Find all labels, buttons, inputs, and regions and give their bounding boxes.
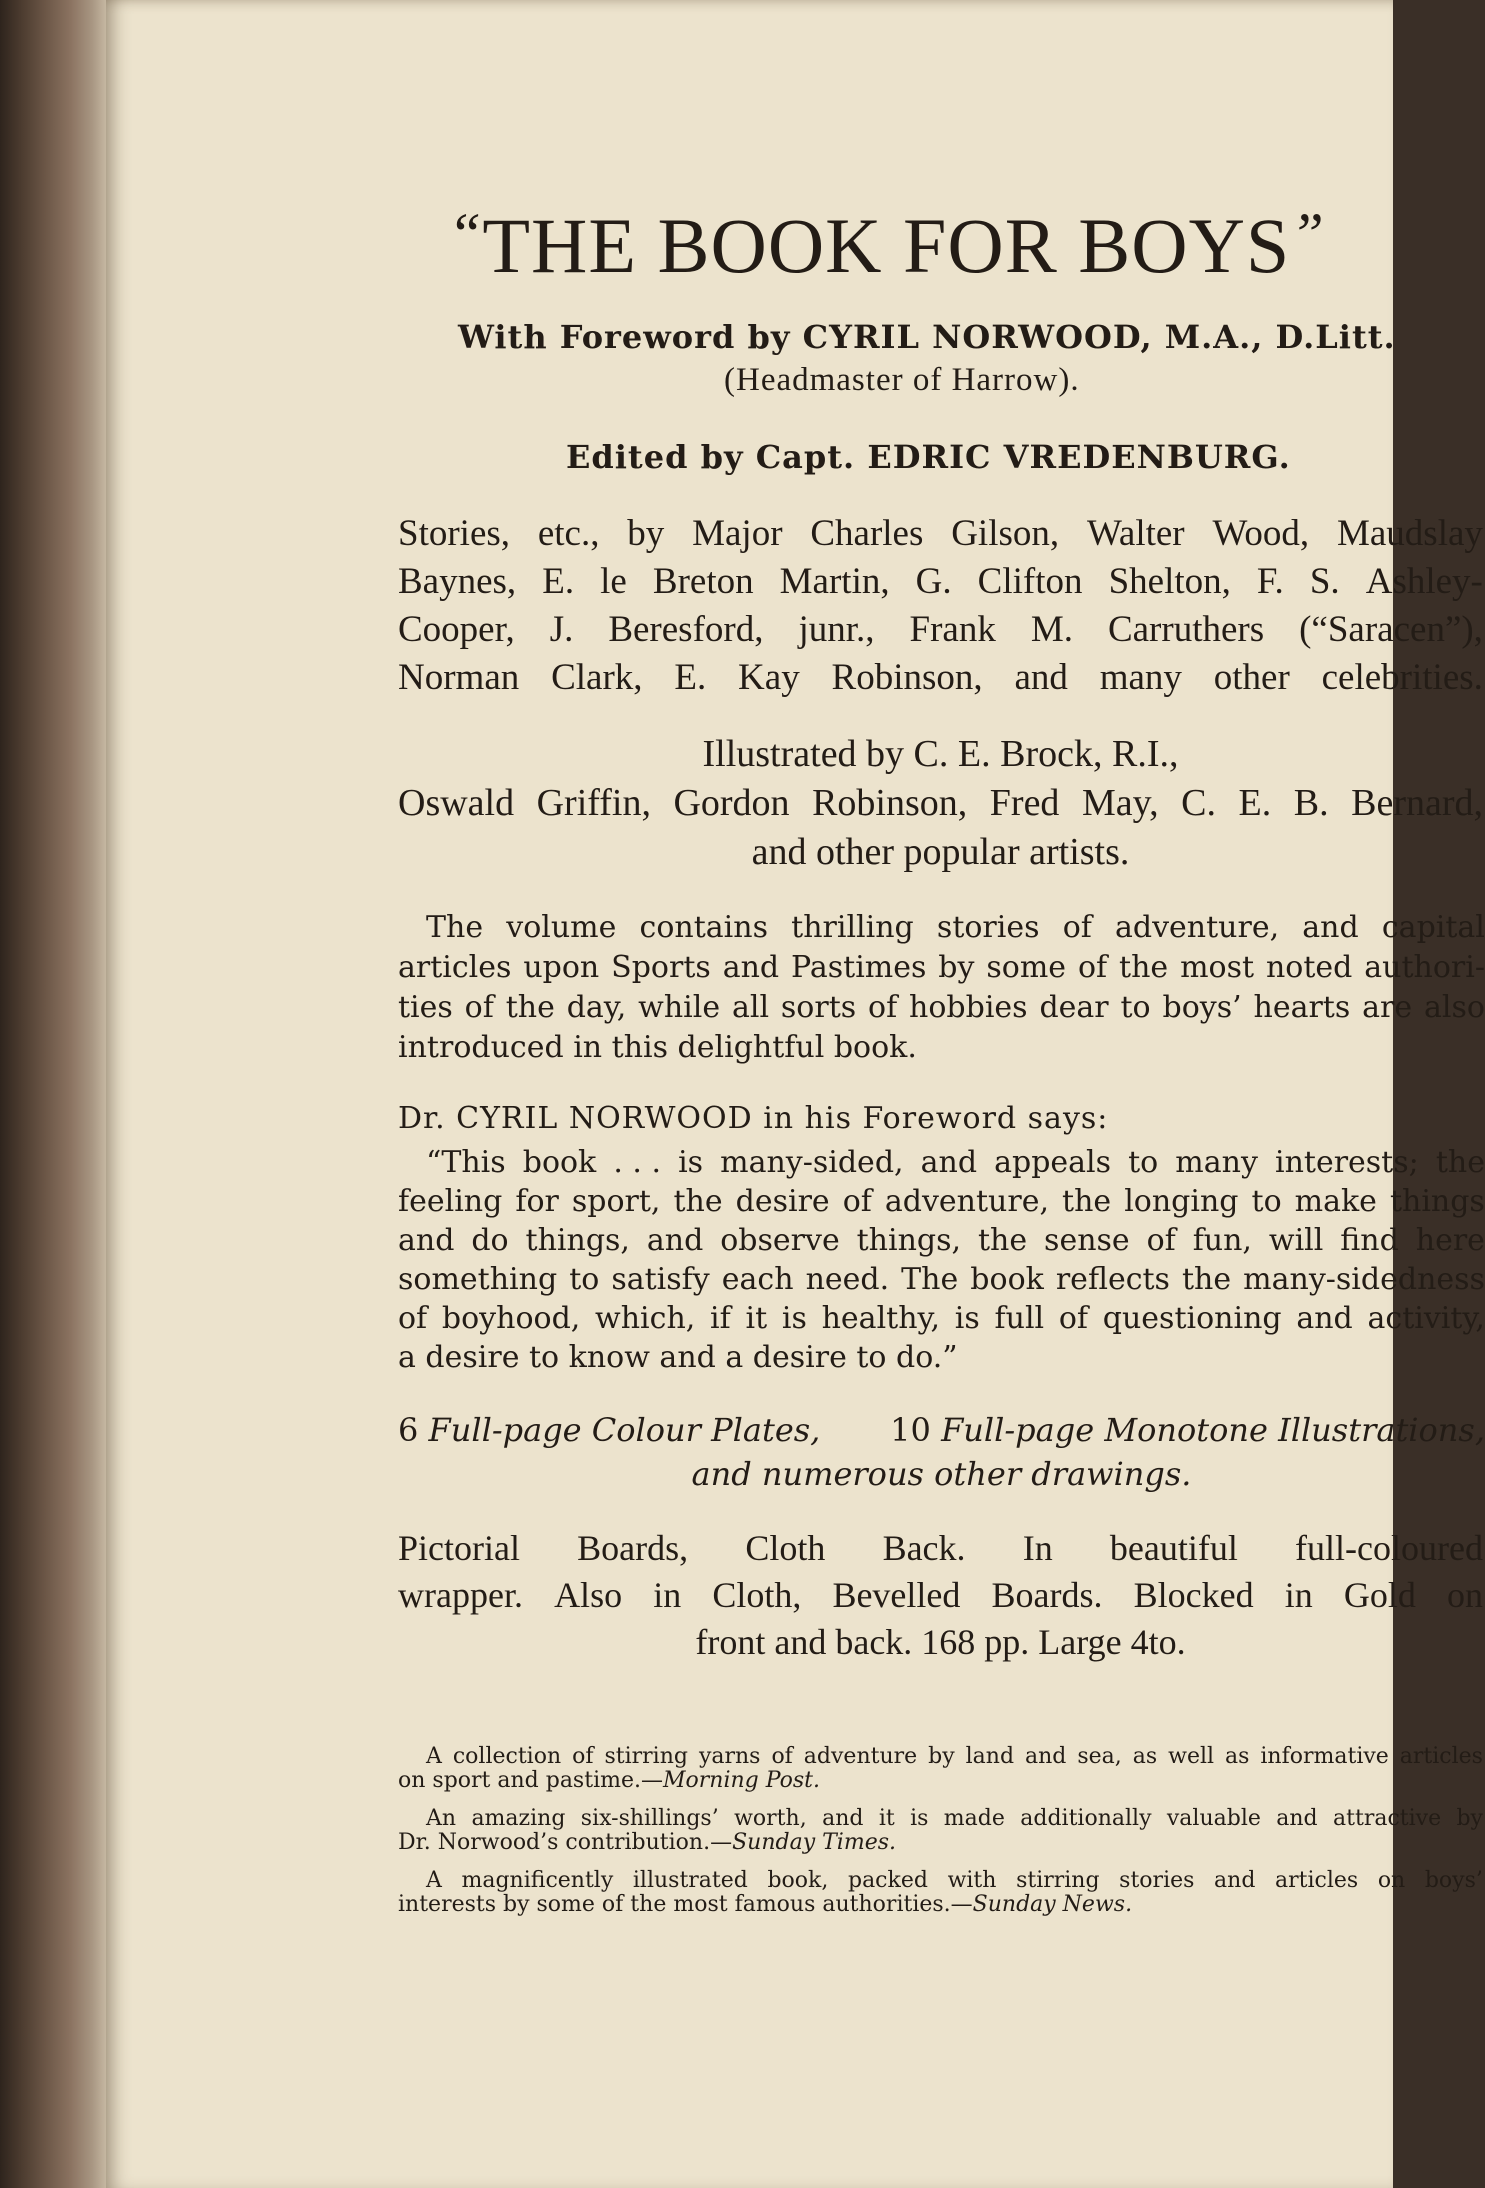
word: noted	[1265, 950, 1353, 985]
word: Pictorial	[398, 1528, 520, 1568]
word: articles	[1275, 1868, 1359, 1893]
word: in	[653, 1575, 682, 1615]
word: Pastimes	[791, 950, 927, 985]
quote-line	[398, 1182, 1485, 1221]
review-source: Sunday Times.	[732, 1830, 896, 1855]
illustrators-line: Illustrated by C. E. Brock, R.I.,	[702, 733, 1179, 775]
word: made	[943, 1806, 1005, 1831]
word: Clark,	[551, 657, 643, 698]
illustrators-credit	[398, 730, 1483, 877]
word: Kay	[738, 657, 800, 698]
word: adventure,	[1115, 910, 1280, 945]
word: the	[1062, 1184, 1112, 1219]
word: Walter	[1086, 513, 1185, 554]
word: reflects	[1055, 1262, 1170, 1297]
stories-line	[398, 510, 1483, 558]
word: Major	[692, 513, 783, 554]
word: as	[1132, 1744, 1158, 1769]
norwood-quote-lead: Dr. CYRIL NORWOOD in his Foreword says:	[398, 1101, 1109, 1136]
word: the	[1119, 950, 1169, 985]
word: interests;	[1274, 1145, 1419, 1180]
word: Cloth	[745, 1528, 826, 1568]
word: to	[569, 1262, 600, 1297]
word: will	[1268, 1223, 1324, 1258]
word: boys’	[1424, 1868, 1483, 1893]
plates-line-2: and numerous other drawings.	[691, 1455, 1192, 1493]
word: on	[1377, 1868, 1406, 1893]
review-line	[398, 1745, 1483, 1769]
word: A	[426, 1744, 442, 1769]
word: J.	[549, 609, 574, 650]
word: some	[986, 950, 1067, 985]
word: book	[522, 1145, 597, 1180]
word: fun,	[1192, 1223, 1252, 1258]
foreword-subtitle: (Headmaster of Harrow).	[724, 362, 1080, 398]
word: do	[471, 1223, 509, 1258]
word: An	[426, 1806, 457, 1831]
word: land	[965, 1744, 1015, 1769]
word: if	[710, 1301, 731, 1336]
word: packed	[847, 1868, 928, 1893]
title-close-quote: ”	[1290, 201, 1325, 267]
word: Ashley-	[1365, 561, 1483, 602]
word: the	[977, 1223, 1028, 1258]
word: Carruthers	[1107, 609, 1265, 650]
editor-credit: Edited by Capt. EDRIC VREDENBURG.	[566, 438, 1291, 476]
word: well	[1168, 1744, 1215, 1769]
quote-line	[398, 1260, 1485, 1299]
word: junr.,	[798, 609, 875, 650]
book-title	[448, 200, 1325, 291]
word: with	[947, 1868, 997, 1893]
review-line	[398, 1769, 1483, 1793]
word: “This	[426, 1145, 506, 1180]
word: is	[781, 1301, 807, 1336]
volume-line	[398, 948, 1485, 988]
review-line	[398, 1807, 1483, 1831]
press-reviews	[398, 1745, 1483, 1931]
word: etc.,	[537, 513, 600, 554]
word: sport,	[571, 1184, 661, 1219]
word: magnificently	[461, 1868, 614, 1893]
word: Clifton	[977, 561, 1083, 602]
word: articles	[1399, 1744, 1483, 1769]
word: desire	[735, 1184, 830, 1219]
word: by	[928, 1744, 955, 1769]
word: articles	[398, 950, 512, 985]
word: as	[1225, 1744, 1250, 1769]
word: wrapper.	[398, 1575, 523, 1615]
word: day,	[566, 990, 627, 1025]
word: attractive	[1333, 1806, 1442, 1831]
word: . . .	[613, 1145, 661, 1180]
word: volume	[506, 910, 617, 945]
title-text: THE BOOK FOR BOYS	[482, 202, 1291, 289]
word: need.	[805, 1262, 890, 1297]
word: dear	[1039, 990, 1109, 1025]
word: le	[600, 561, 627, 602]
stories-line	[398, 654, 1483, 702]
word: feeling	[398, 1184, 503, 1219]
word: Sports	[611, 950, 711, 985]
word: Wood,	[1212, 513, 1310, 554]
word: many	[1175, 1145, 1258, 1180]
book-page	[106, 0, 1485, 2188]
word: stirring	[604, 1744, 688, 1769]
word: is	[678, 1145, 704, 1180]
word: the	[505, 990, 555, 1025]
word: Martin,	[779, 561, 890, 602]
word: Robinson,	[831, 657, 983, 698]
word: Cloth,	[712, 1575, 802, 1615]
word: (“Saracen”),	[1299, 609, 1483, 650]
word: Back.	[882, 1528, 966, 1568]
word: observe	[720, 1223, 840, 1258]
word: of	[771, 1744, 793, 1769]
word: E.	[674, 657, 707, 698]
word: Breton	[652, 561, 754, 602]
word: all	[731, 990, 770, 1025]
stories-line	[398, 558, 1483, 606]
word: healthy,	[821, 1301, 941, 1336]
word: Beresford,	[608, 609, 764, 650]
word: contains	[639, 910, 768, 945]
norwood-quote	[398, 1143, 1485, 1377]
word: it	[745, 1301, 768, 1336]
word: informative	[1260, 1744, 1389, 1769]
word: Boards,	[577, 1528, 689, 1568]
word: and	[1025, 1744, 1067, 1769]
word: of	[1062, 910, 1092, 945]
word: stories	[936, 910, 1040, 945]
review-source: Sunday News.	[972, 1892, 1133, 1917]
word: The	[426, 910, 484, 945]
word: valuable	[1166, 1806, 1261, 1831]
word: Baynes,	[398, 561, 517, 602]
word: many-sided,	[720, 1145, 904, 1180]
review-line	[398, 1869, 1483, 1893]
title-open-quote: “	[448, 201, 483, 267]
word: activity,	[1367, 1301, 1485, 1336]
word: is	[954, 1301, 980, 1336]
word: by	[627, 513, 665, 554]
word: M.	[1030, 609, 1073, 650]
word: by	[938, 950, 975, 985]
word: things,	[856, 1223, 962, 1258]
stories-line	[398, 606, 1483, 654]
word: and	[398, 1223, 455, 1258]
review-text: on sport and pastime.—	[398, 1768, 663, 1793]
volume-line	[398, 988, 1485, 1028]
word: Boards.	[991, 1575, 1103, 1615]
illustrators-line: Oswald Griffin, Gordon Robinson, Fred May, C. E. B. Bernard,	[398, 782, 1483, 824]
word: of	[1146, 1223, 1176, 1258]
word: which,	[595, 1301, 696, 1336]
binding-line: front and back. 168 pp. Large 4to.	[695, 1622, 1186, 1662]
word: Cooper,	[398, 609, 515, 650]
word: while	[638, 990, 721, 1025]
word: capital	[1381, 910, 1485, 945]
word: and	[1014, 657, 1068, 698]
word: G.	[915, 561, 952, 602]
word: appeals	[994, 1145, 1112, 1180]
quote-line	[398, 1143, 1485, 1182]
word: authori-	[1364, 950, 1485, 985]
word: Blocked	[1133, 1575, 1254, 1615]
word: full-coloured	[1295, 1528, 1483, 1568]
illustrators-line: and other popular artists.	[751, 831, 1130, 873]
word: book	[970, 1262, 1044, 1297]
review-line	[398, 1893, 1483, 1917]
monotone-text: Full-page Monotone Illustrations,	[941, 1411, 1485, 1449]
word: and	[646, 1223, 704, 1258]
volume-line: introduced in this delightful book.	[398, 1030, 917, 1065]
word: boyhood,	[441, 1301, 581, 1336]
word: Also	[554, 1575, 623, 1615]
word: questioning	[1102, 1301, 1282, 1336]
word: make	[1294, 1184, 1377, 1219]
word: here	[1415, 1223, 1485, 1258]
plates-description	[398, 1408, 1485, 1496]
word: hobbies	[909, 990, 1028, 1025]
word: hearts	[1253, 990, 1351, 1025]
word: Charles	[810, 513, 924, 554]
word: A	[426, 1868, 442, 1893]
word: most	[1180, 950, 1255, 985]
review-quote	[398, 1807, 1483, 1855]
word: sorts	[780, 990, 857, 1025]
binding-line	[398, 1525, 1483, 1572]
word: yarns	[698, 1744, 761, 1769]
word: and	[1276, 1806, 1318, 1831]
word: and	[1302, 910, 1359, 945]
review-line	[398, 1831, 1483, 1855]
quote-line: a desire to know and a desire to do.”	[398, 1340, 958, 1375]
word: of	[868, 990, 898, 1025]
volume-description	[398, 908, 1485, 1068]
word: of	[398, 1301, 428, 1336]
review-quote	[398, 1745, 1483, 1793]
word: many	[1099, 657, 1182, 698]
word: Norman	[398, 657, 520, 698]
word: In	[1022, 1528, 1053, 1568]
review-quote	[398, 1869, 1483, 1917]
word: to	[1128, 1145, 1159, 1180]
word: book,	[767, 1868, 829, 1893]
binding-description	[398, 1525, 1483, 1666]
word: beautiful	[1109, 1528, 1238, 1568]
review-source: Morning Post.	[662, 1768, 821, 1793]
monotone-count: 10	[890, 1411, 931, 1449]
word: thrilling	[791, 910, 914, 945]
word: things,	[525, 1223, 630, 1258]
word: the	[1435, 1145, 1485, 1180]
word: of	[842, 1184, 872, 1219]
word: Gilson,	[951, 513, 1060, 554]
word: in	[1284, 1575, 1313, 1615]
word: and	[920, 1145, 978, 1180]
word: and	[1296, 1301, 1353, 1336]
word: of	[1077, 950, 1108, 985]
word: of	[572, 1744, 594, 1769]
word: E.	[542, 561, 575, 602]
word: F.	[1256, 561, 1284, 602]
review-text: interests by some of the most famous authorities.—	[398, 1892, 973, 1917]
word: amazing	[471, 1806, 566, 1831]
word: something	[398, 1262, 558, 1297]
word: and	[722, 950, 780, 985]
word: Maudslay	[1336, 513, 1483, 554]
colour-plates-count: 6	[398, 1411, 419, 1449]
word: the	[673, 1184, 723, 1219]
word: longing	[1124, 1184, 1239, 1219]
word: six-shillings’	[580, 1806, 719, 1831]
word: and	[822, 1806, 864, 1831]
word: sense	[1044, 1223, 1130, 1258]
binding-line	[398, 1572, 1483, 1619]
word: of	[1058, 1301, 1089, 1336]
word: also	[1423, 990, 1485, 1025]
word: The	[901, 1262, 959, 1297]
word: full	[994, 1301, 1045, 1336]
word: Gold	[1343, 1575, 1416, 1615]
word: things	[1389, 1184, 1485, 1219]
word: additionally	[1020, 1806, 1152, 1831]
stories-contributors	[398, 510, 1483, 702]
word: each	[721, 1262, 794, 1297]
quote-line	[398, 1221, 1485, 1260]
word: for	[515, 1184, 559, 1219]
word: upon	[523, 950, 600, 985]
word: worth,	[734, 1806, 807, 1831]
quote-line	[398, 1299, 1485, 1338]
colour-plates-text: Full-page Colour Plates,	[428, 1411, 821, 1449]
word: Frank	[909, 609, 996, 650]
word: and	[1214, 1868, 1256, 1893]
foreword-credit: With Foreword by CYRIL NORWOOD, M.A., D.Litt.	[458, 318, 1396, 356]
word: ties	[398, 990, 453, 1025]
word: adventure,	[884, 1184, 1050, 1219]
word: stirring	[1016, 1868, 1100, 1893]
word: it	[878, 1806, 895, 1831]
word: by	[1456, 1806, 1483, 1831]
word: to	[1251, 1184, 1282, 1219]
word: S.	[1309, 561, 1340, 602]
word: Shelton,	[1108, 561, 1231, 602]
word: sea,	[1077, 1744, 1122, 1769]
word: adventure	[803, 1744, 918, 1769]
volume-line	[398, 908, 1485, 948]
word: boys’	[1162, 990, 1242, 1025]
review-text: Dr. Norwood’s contribution.—	[398, 1830, 733, 1855]
word: collection	[452, 1744, 562, 1769]
book-spine-edge	[0, 0, 108, 2188]
word: other	[1213, 657, 1290, 698]
word: of	[464, 990, 494, 1025]
word: illustrated	[632, 1868, 748, 1893]
word: on	[1446, 1575, 1483, 1615]
word: find	[1340, 1223, 1399, 1258]
word: Stories,	[398, 513, 511, 554]
word: satisfy	[611, 1262, 710, 1297]
word: is	[910, 1806, 929, 1831]
word: are	[1362, 990, 1413, 1025]
word: to	[1120, 990, 1151, 1025]
word: many-sidedness	[1243, 1262, 1485, 1297]
word: Bevelled	[832, 1575, 961, 1615]
plates-line	[398, 1408, 1485, 1452]
word: stories	[1119, 1868, 1195, 1893]
word: the	[1182, 1262, 1232, 1297]
word: celebrities.	[1321, 657, 1483, 698]
